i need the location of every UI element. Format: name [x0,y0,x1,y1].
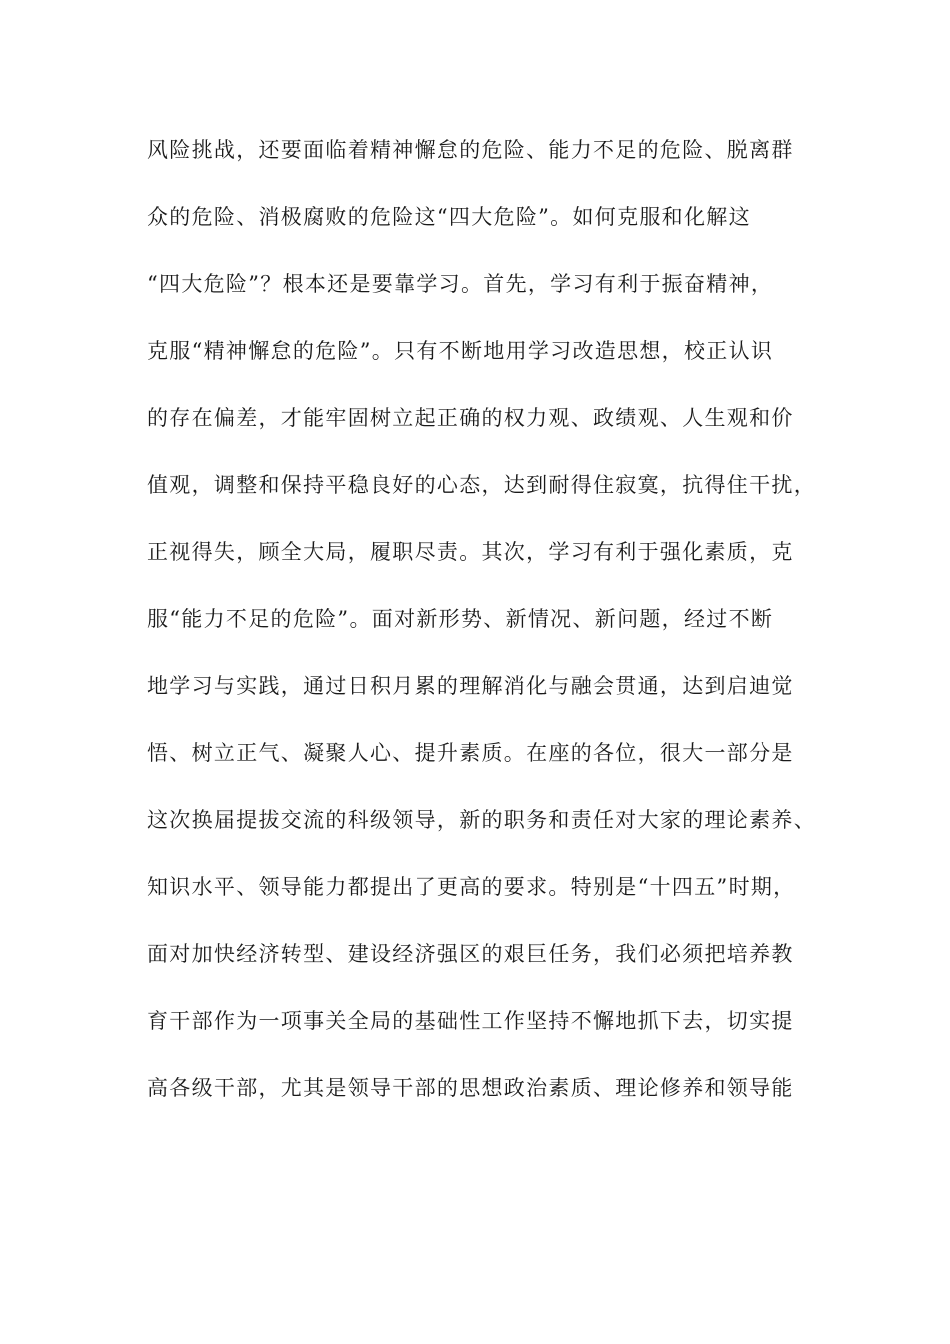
text-line: “四大危险”？根本还是要靠学习。首先，学习有利于振奋精神， [147,272,774,296]
body-text [147,128,827,1133]
text-line: 克服“精神懈怠的危险”。只有不断地用学习改造思想，校正认识 [147,339,774,363]
text-line: 地学习与实践，通过日积月累的理解消化与融会贯通，达到启迪觉 [147,674,794,698]
text-line: 高各级干部，尤其是领导干部的思想政治素质、理论修养和领导能 [147,1076,794,1100]
text-line: 悟、树立正气、凝聚人心、提升素质。在座的各位，很大一部分是 [147,741,794,765]
text-line: 风险挑战，还要面临着精神懈怠的危险、能力不足的危险、脱离群 [147,138,794,162]
text-line: 值观，调整和保持平稳良好的心态，达到耐得住寂寞，抗得住干扰， [147,473,816,497]
text-line: 这次换届提拔交流的科级领导，新的职务和责任对大家的理论素养、 [147,808,816,832]
text-line: 众的危险、消极腐败的危险这“四大危险”。如何克服和化解这 [147,205,751,229]
text-line: 的存在偏差，才能牢固树立起正确的权力观、政绩观、人生观和价 [147,406,794,430]
text-line: 正视得失，顾全大局，履职尽责。其次，学习有利于强化素质，克 [147,540,794,564]
text-line: 知识水平、领导能力都提出了更高的要求。特别是“十四五”时期， [147,875,796,899]
text-line: 面对加快经济转型、建设经济强区的艰巨任务，我们必须把培养教 [147,942,794,966]
text-line: 服“能力不足的危险”。面对新形势、新情况、新问题，经过不断 [147,607,774,631]
text-line: 育干部作为一项事关全局的基础性工作坚持不懈地抓下去，切实提 [147,1009,794,1033]
